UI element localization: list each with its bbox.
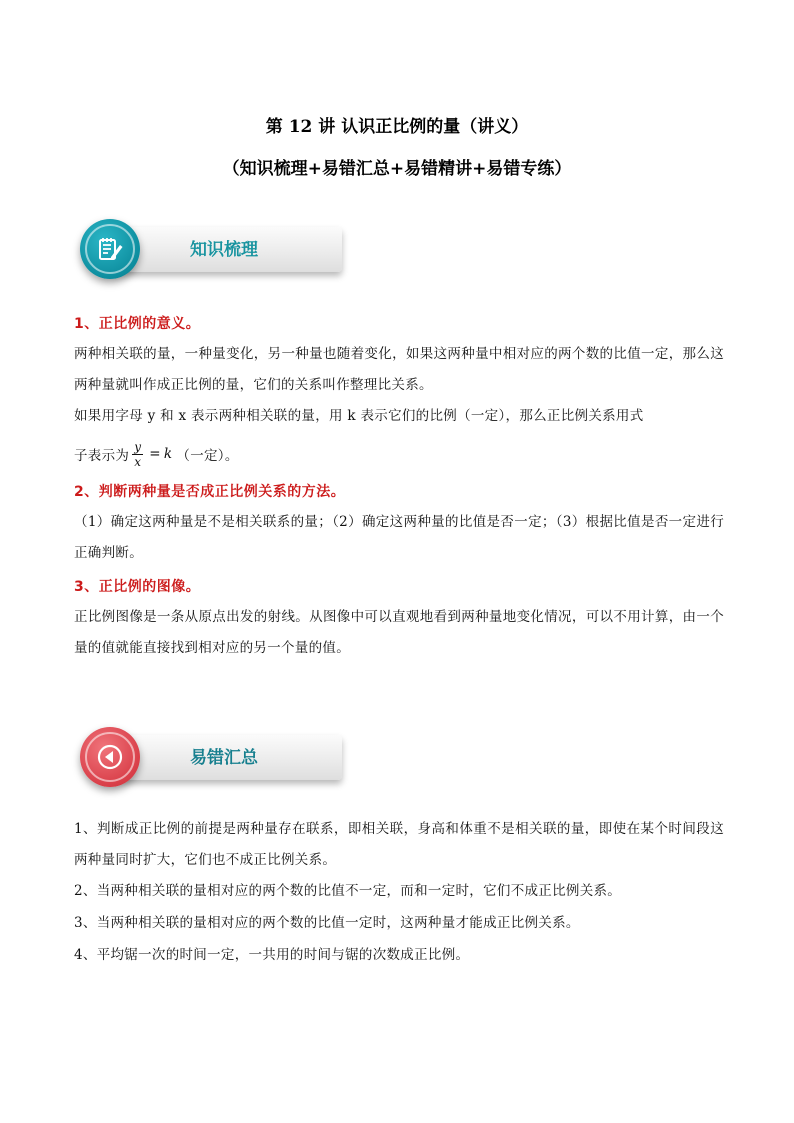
formula-suffix: （一定）。 [176,448,239,464]
paragraph-graph: 正比例图像是一条从原点出发的射线。从图像中可以直观地看到两种量地变化情况，可以不用计算，由一个量的值就能直接找到相对应的另一个量的值。 [74,609,724,656]
banner-circle [80,727,140,787]
heading-3: 3、正比例的图像。 [74,579,201,595]
heading-1: 1、正比例的意义。 [74,316,201,332]
banner-label: 知识梳理 [190,240,258,260]
fraction-denominator: x [134,454,142,469]
fraction-y-over-x [132,440,143,469]
knowledge-banner [80,219,344,291]
mistake-item-4: 4、平均锯一次的时间一定，一共用的时间与锯的次数成正比例。 [74,947,470,963]
formula-k: k [163,446,173,462]
lecture-subtitle: （知识梳理+易错汇总+易错精讲+易错专练） [222,159,572,179]
mistake-item-1: 1、判断成正比例的前提是两种量存在联系，即相关联，身高和体重不是相关联的量，即使在某个时间段这两种量同时扩大，它们也不成正比例关系。 [74,821,724,868]
mistake-item-3: 3、当两种相关联的量相对应的两个数的比值一定时，这两种量才能成正比例关系。 [74,915,580,931]
formula-prefix: 子表示为 [74,448,130,464]
notepad-pencil-icon [96,235,124,263]
heading-2: 2、判断两种量是否成正比例关系的方法。 [74,484,346,500]
fraction-numerator: y [134,439,142,454]
formula-line [74,436,239,472]
formula-equals: = [149,446,161,462]
mistakes-banner [80,727,344,799]
paragraph-definition: 两种相关联的量，一种量变化，另一种量也随着变化，如果这两种量中相对应的两个数的比值一定，那么这两种量就叫作成正比例的量，它们的关系叫作整理比关系。 [74,346,724,393]
lecture-title: 第 12 讲 认识正比例的量（讲义） [265,117,529,137]
mistake-item-2: 2、当两种相关联的量相对应的两个数的比值不一定，而和一定时，它们不成正比例关系。 [74,883,622,899]
banner-circle [80,219,140,279]
paragraph-method: （1）确定这两种量是不是相关联系的量；（2）确定这两种量的比值是否一定；（3）根据比值是否一定进行正确判断。 [74,514,724,561]
paragraph-letters: 如果用字母 y 和 x 表示两种相关联的量，用 k 表示它们的比例（一定），那么正比例关系用式 [74,408,644,424]
play-back-icon [96,743,124,771]
banner-label: 易错汇总 [190,748,258,768]
